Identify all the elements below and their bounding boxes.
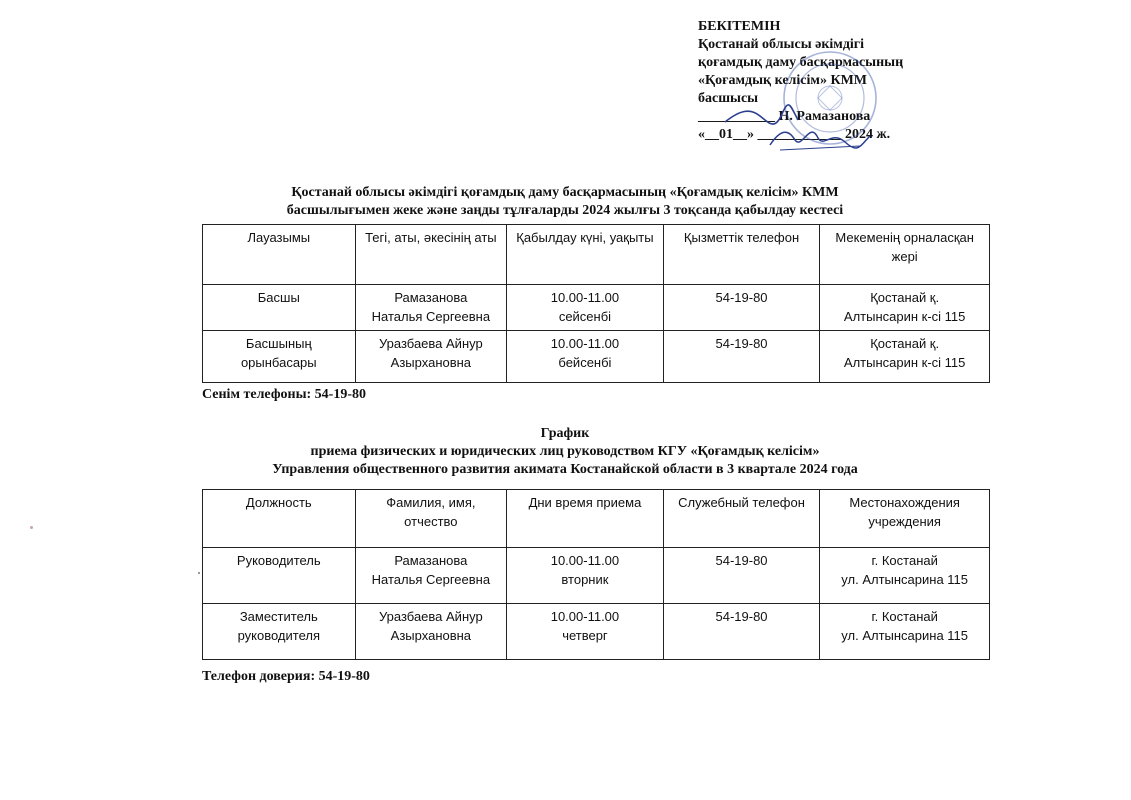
time-line: 10.00-11.00 [550, 609, 620, 624]
column-header: Должность [203, 490, 356, 548]
day-line: вторник [561, 572, 609, 587]
column-header: Мекеменің орналасқан жері [820, 225, 990, 285]
time-line: 10.00-11.00 [550, 336, 620, 351]
time-cell [507, 285, 664, 331]
position-line: орынбасары [240, 355, 317, 370]
approval-org-line: Қостанай облысы әкімдігі [698, 37, 865, 52]
column-header: Қабылдау күні, уақыты [507, 225, 664, 285]
name-line: Наталья Сергеевна [371, 572, 491, 587]
position-cell [203, 331, 356, 383]
name-cell [355, 285, 507, 331]
approval-org-line: қоғамдық даму басқармасының [698, 55, 904, 70]
name-line: Уразбаева Айнур [379, 336, 483, 351]
column-header: Лауазымы [203, 225, 356, 285]
name-line: Рамазанова [394, 553, 468, 568]
time-line: 10.00-11.00 [550, 553, 620, 568]
ru-title-line: приема физических и юридических лиц руководством КГУ «Қоғамдық келісім» [310, 444, 820, 459]
position-line: Басшының [245, 336, 312, 351]
address-line: Қостанай қ. [870, 336, 940, 351]
column-header: Служебный телефон [663, 490, 820, 548]
name-line: Азырхановна [390, 628, 472, 643]
name-cell [355, 331, 507, 383]
table-header-row [203, 490, 990, 548]
column-header: Тегі, аты, әкесінің аты [355, 225, 507, 285]
position-line: Заместитель [239, 609, 318, 624]
address-cell [820, 548, 990, 604]
table-row [203, 548, 990, 604]
address-line: Қостанай қ. [870, 290, 940, 305]
approval-heading: БЕКІТЕМІН [698, 19, 781, 34]
ru-trust-phone: Телефон доверия: 54-19-80 [202, 669, 370, 684]
phone-cell: 54-19-80 [663, 548, 820, 604]
ru-title-line: Управления общественного развития акимата Костанайской области в 3 квартале 2024 года [272, 462, 858, 477]
time-line: 10.00-11.00 [550, 290, 620, 305]
ru-schedule-title [150, 425, 980, 479]
scan-speck [198, 572, 200, 574]
time-cell [507, 331, 664, 383]
table-row [203, 285, 990, 331]
address-line: ул. Алтынсарина 115 [841, 628, 969, 643]
position-line: руководителя [237, 628, 320, 643]
address-line: г. Костанай [871, 553, 938, 568]
approval-signature-line: ___________ Н. Рамазанова [698, 109, 871, 124]
table-row [203, 604, 990, 660]
name-cell [355, 548, 507, 604]
address-line: Алтынсарин к-сі 115 [843, 309, 966, 324]
name-line: Наталья Сергеевна [371, 309, 491, 324]
approval-block [698, 18, 998, 144]
name-line: Азырхановна [390, 355, 472, 370]
kz-title-line: басшылығымен жеке және заңды тұлғаларды 2024 жылғы 3 тоқсанда қабылдау кестесі [286, 203, 844, 218]
column-header: Дни время приема [507, 490, 664, 548]
position-cell: Руководитель [203, 548, 356, 604]
name-cell [355, 604, 507, 660]
table-row [203, 331, 990, 383]
day-line: четверг [562, 628, 608, 643]
address-line: ул. Алтынсарина 115 [841, 572, 969, 587]
address-line: Алтынсарин к-сі 115 [843, 355, 966, 370]
approval-date-line: «__01__» ____________ 2024 ж. [698, 127, 891, 142]
column-header: Қызметтік телефон [663, 225, 820, 285]
column-header: Местонахождения учреждения [820, 490, 990, 548]
name-line: Рамазанова [394, 290, 468, 305]
kz-trust-phone: Сенім телефоны: 54-19-80 [202, 387, 366, 402]
kz-schedule-title [150, 184, 980, 220]
day-line: бейсенбі [558, 355, 612, 370]
name-line: Уразбаева Айнур [379, 609, 483, 624]
kz-schedule-table [202, 224, 990, 383]
address-cell [820, 285, 990, 331]
position-cell [203, 604, 356, 660]
address-line: г. Костанай [871, 609, 938, 624]
kz-title-line: Қостанай облысы әкімдігі қоғамдық даму басқармасының «Қоғамдық келісім» КММ [291, 185, 839, 200]
address-cell [820, 604, 990, 660]
scan-speck [30, 526, 33, 529]
column-header: Фамилия, имя, отчество [355, 490, 507, 548]
ru-title-line: График [540, 426, 590, 441]
address-cell [820, 331, 990, 383]
ru-schedule-table [202, 489, 990, 660]
time-cell [507, 548, 664, 604]
approval-role: басшысы [698, 91, 759, 106]
table-header-row [203, 225, 990, 285]
time-cell [507, 604, 664, 660]
phone-cell: 54-19-80 [663, 331, 820, 383]
day-line: сейсенбі [558, 309, 612, 324]
approval-org-line: «Қоғамдық келісім» КММ [698, 73, 868, 88]
phone-cell: 54-19-80 [663, 285, 820, 331]
position-cell: Басшы [203, 285, 356, 331]
phone-cell: 54-19-80 [663, 604, 820, 660]
